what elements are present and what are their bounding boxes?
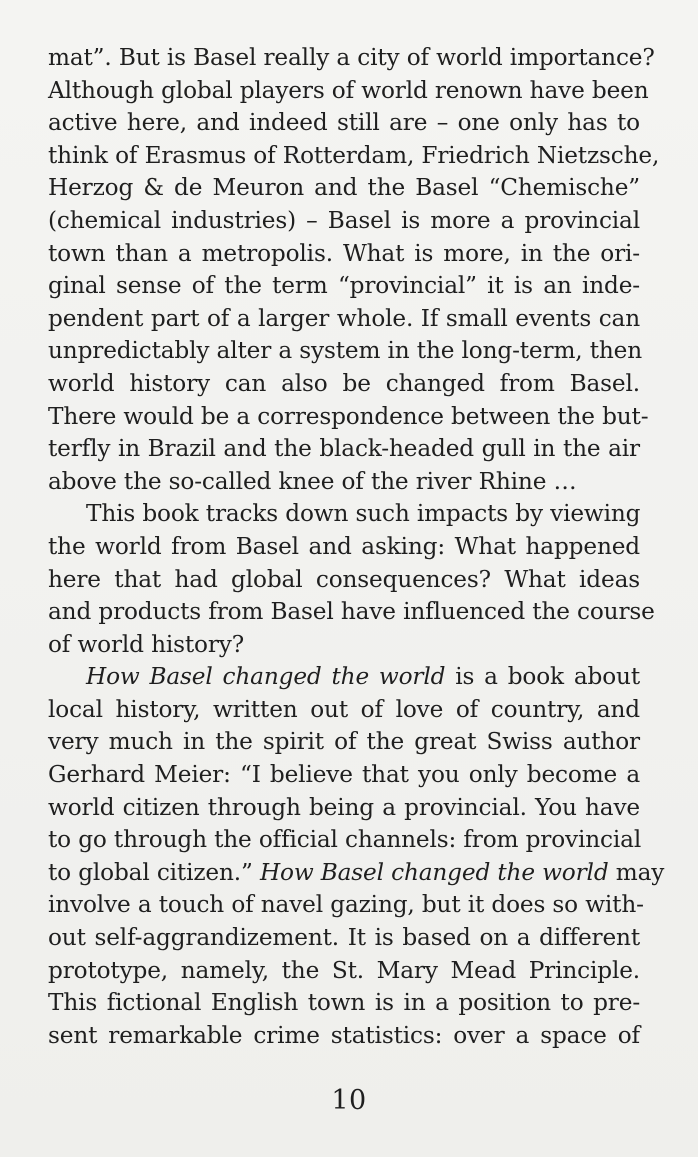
text-line: to go through the official channels: from provincial <box>48 826 642 854</box>
text-line: world history can also be changed from Basel. <box>48 369 640 397</box>
page-number: 10 <box>331 1085 367 1116</box>
text-line: mat”. But is Basel really a city of world importance? <box>48 44 655 71</box>
text-line: here that had global consequences? What ideas <box>48 565 640 593</box>
text-line <box>48 857 665 890</box>
text-line: Herzog & de Meuron and the Basel “Chemische” <box>48 174 640 202</box>
book-title-italic: How Basel changed the world <box>86 663 446 691</box>
text-line: out self-aggrandizement. It is based on a different <box>48 924 640 952</box>
text-line <box>48 661 640 694</box>
text-line: town than a metropolis. What is more, in the ori- <box>48 239 640 267</box>
text-line: above the so-called knee of the river Rhine … <box>48 467 577 495</box>
text-line: active here, and indeed still are – one only has to <box>48 109 640 137</box>
text-segment: to global citizen.” <box>48 858 260 886</box>
text-line: Although global players of world renown have been <box>48 76 649 104</box>
text-line: This book tracks down such impacts by viewing <box>86 500 641 528</box>
text-segment: may <box>608 858 665 886</box>
text-line: pendent part of a larger whole. If small events can <box>48 304 640 332</box>
text-line: (chemical industries) – Basel is more a provincial <box>48 206 640 234</box>
text-segment: is a book about <box>445 663 640 691</box>
text-line: sent remarkable crime statistics: over a space of <box>48 1021 640 1049</box>
body-text <box>48 42 665 1052</box>
text-line: think of Erasmus of Rotterdam, Friedrich Nietzsche, <box>48 141 660 169</box>
text-line: involve a touch of navel gazing, but it does so with- <box>48 891 644 919</box>
text-line: and products from Basel have influenced the course <box>48 598 655 626</box>
text-line: terfly in Brazil and the black-headed gull in the air <box>48 435 640 463</box>
book-title-italic: How Basel changed the world <box>259 858 609 886</box>
text-line: of world history? <box>48 630 245 658</box>
text-line: prototype, namely, the St. Mary Mead Principle. <box>48 956 640 984</box>
text-line: very much in the spirit of the great Swiss author <box>48 728 640 756</box>
text-line: This fictional English town is in a position to pre- <box>48 989 640 1017</box>
text-line: unpredictably alter a system in the long-term, then <box>48 337 643 365</box>
text-line: the world from Basel and asking: What happened <box>48 532 640 560</box>
text-line: local history, written out of love of country, and <box>48 695 640 723</box>
text-line: There would be a correspondence between the but- <box>48 402 649 430</box>
text-line: world citizen through being a provincial. You have <box>48 793 640 821</box>
text-line: ginal sense of the term “provincial” it is an inde- <box>48 272 640 300</box>
text-line: Gerhard Meier: “I believe that you only become a <box>48 761 640 789</box>
